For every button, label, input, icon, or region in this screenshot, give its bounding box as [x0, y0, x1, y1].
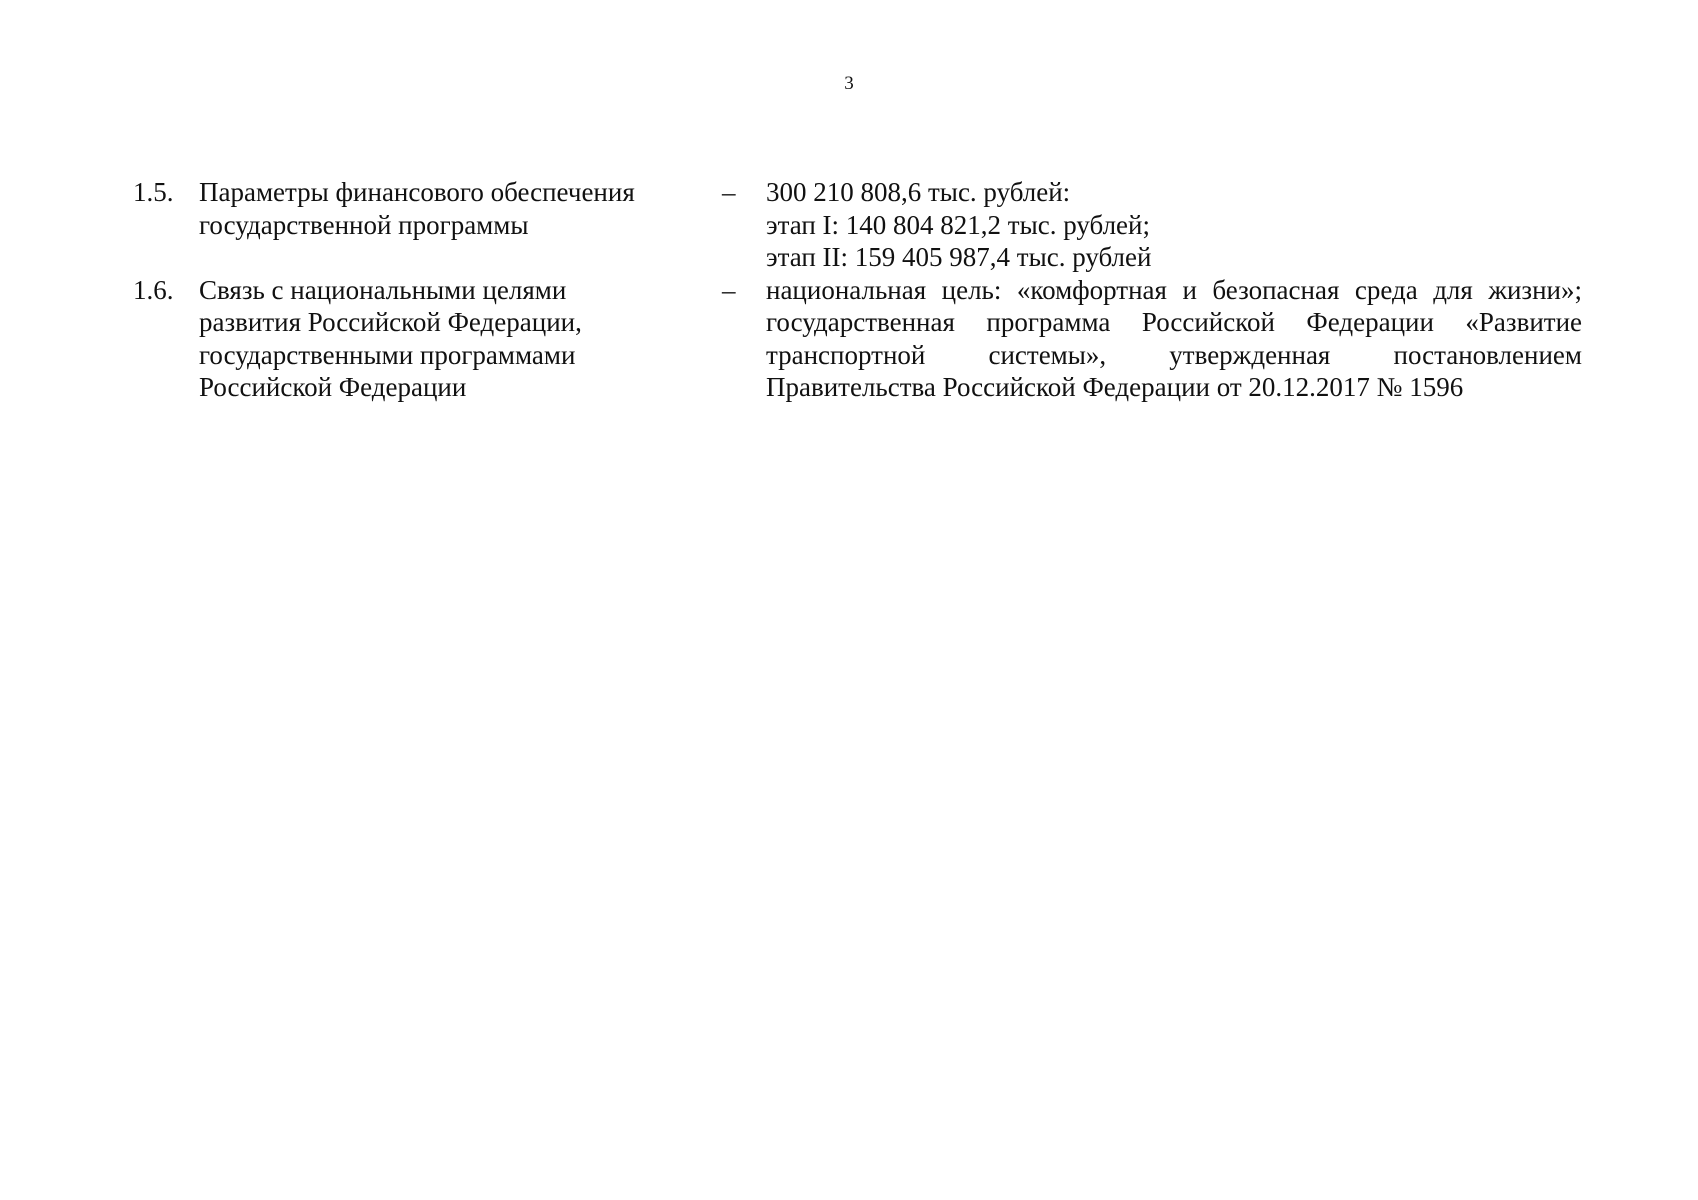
row-value-line: транспортной системы», утвержденная постановлением — [766, 339, 1582, 370]
row-number: 1.6. — [133, 274, 174, 305]
row-label-line: государственными программами — [199, 339, 576, 370]
row-value — [766, 274, 1582, 404]
row-label-line: развития Российской Федерации, — [199, 307, 582, 337]
row-label-line: государственной программы — [199, 209, 529, 240]
row-label-line: Связь с национальными целями — [199, 274, 567, 305]
row-label — [199, 176, 669, 241]
row-dash: – — [722, 274, 736, 305]
page-number: 3 — [844, 73, 854, 94]
program-passport-table — [0, 176, 1698, 404]
passport-row-national-goals — [0, 274, 1698, 404]
row-value-line: Правительства Российской Федерации от 20.12.2017 № 1596 — [766, 372, 1464, 402]
row-label-line: Российской Федерации — [199, 372, 467, 402]
row-value-line: 300 210 808,6 тыс. рублей: — [766, 177, 1071, 207]
row-value — [766, 176, 1582, 274]
passport-row-financing — [0, 176, 1698, 274]
row-value-line: этап II: 159 405 987,4 тыс. рублей — [766, 242, 1152, 272]
row-label — [199, 274, 669, 404]
row-number: 1.5. — [133, 177, 174, 207]
row-value-line: этап I: 140 804 821,2 тыс. рублей; — [766, 209, 1150, 240]
row-value-line: государственная программа Российской Федерации «Развитие — [766, 307, 1582, 337]
row-label-line: Параметры финансового обеспечения — [199, 177, 635, 207]
row-dash: – — [722, 177, 736, 207]
row-value-line: национальная цель: «комфортная и безопасная среда для жизни»; — [766, 274, 1582, 305]
